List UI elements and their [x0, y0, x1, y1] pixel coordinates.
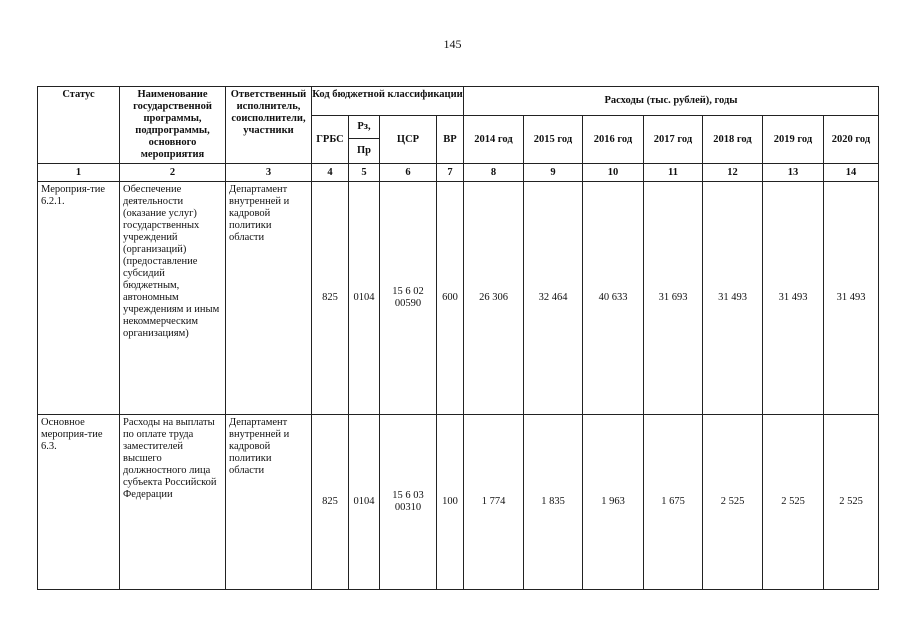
column-number: 8	[464, 164, 524, 182]
column-number: 7	[437, 164, 464, 182]
row-value-2020: 2 525	[824, 415, 879, 590]
table-row	[38, 415, 879, 590]
row-name: Обеспечение деятельности (оказание услуг) государственных учреждений (организаций) (предоставление субсидий бюджетным, автономным учреждениям и иным некоммерческим организациям)	[120, 182, 226, 415]
row-value-2014: 26 306	[464, 182, 524, 415]
row-value-2014: 1 774	[464, 415, 524, 590]
row-vr: 100	[437, 415, 464, 590]
row-executor: Департамент внутренней и кадровой политики области	[226, 415, 312, 590]
column-number: 2	[120, 164, 226, 182]
column-number: 14	[824, 164, 879, 182]
header-year-2019: 2019 год	[763, 116, 824, 164]
column-number: 1	[38, 164, 120, 182]
row-value-2019: 31 493	[763, 182, 824, 415]
row-value-2017: 31 693	[644, 182, 703, 415]
row-executor: Департамент внутренней и кадровой политики области	[226, 182, 312, 415]
row-csr	[380, 182, 437, 415]
column-number: 11	[644, 164, 703, 182]
header-executor: Ответственный исполнитель, соисполнители, участники	[226, 87, 312, 164]
row-csr-line2: 00310	[394, 502, 422, 513]
header-year-2018: 2018 год	[703, 116, 763, 164]
row-status: Мероприя-тие 6.2.1.	[38, 182, 120, 415]
row-grbs: 825	[312, 182, 349, 415]
header-year-2017: 2017 год	[644, 116, 703, 164]
header-year-2016: 2016 год	[583, 116, 644, 164]
row-csr-line1: 15 6 02	[392, 286, 424, 297]
row-csr-line2: 00590	[394, 298, 422, 309]
row-value-2018: 31 493	[703, 182, 763, 415]
row-vr: 600	[437, 182, 464, 415]
header-csr: ЦСР	[380, 116, 437, 164]
budget-table	[37, 86, 879, 590]
row-rzpr: 0104	[349, 182, 380, 415]
table-row	[38, 182, 879, 415]
column-number: 9	[524, 164, 583, 182]
row-value-2020: 31 493	[824, 182, 879, 415]
page-number: 145	[443, 37, 462, 51]
header-status: Статус	[38, 87, 120, 164]
header-year-2015: 2015 год	[524, 116, 583, 164]
row-value-2015: 32 464	[524, 182, 583, 415]
row-csr-line1: 15 6 03	[392, 490, 424, 501]
header-vr: ВР	[437, 116, 464, 164]
row-rzpr: 0104	[349, 415, 380, 590]
row-name: Расходы на выплаты по оплате труда заместителей высшего должностного лица субъекта Российской Федерации	[120, 415, 226, 590]
column-number: 3	[226, 164, 312, 182]
column-number: 12	[703, 164, 763, 182]
header-pr: Пр	[349, 139, 380, 164]
header-year-2014: 2014 год	[464, 116, 524, 164]
row-csr	[380, 415, 437, 590]
row-value-2017: 1 675	[644, 415, 703, 590]
column-number: 4	[312, 164, 349, 182]
row-grbs: 825	[312, 415, 349, 590]
row-value-2016: 1 963	[583, 415, 644, 590]
row-status: Основное мероприя-тие 6.3.	[38, 415, 120, 590]
column-number: 6	[380, 164, 437, 182]
header-year-2020: 2020 год	[824, 116, 879, 164]
row-value-2018: 2 525	[703, 415, 763, 590]
column-number: 13	[763, 164, 824, 182]
column-number-row	[38, 164, 879, 182]
header-grbs: ГРБС	[312, 116, 349, 164]
column-number: 10	[583, 164, 644, 182]
row-value-2016: 40 633	[583, 182, 644, 415]
header-rz: Рз,	[349, 116, 380, 139]
row-value-2015: 1 835	[524, 415, 583, 590]
header-name: Наименование государственной программы, подпрограммы, основного мероприятия	[120, 87, 226, 164]
row-value-2019: 2 525	[763, 415, 824, 590]
header-budget-code: Код бюджетной классификации	[312, 87, 464, 116]
header-expenses: Расходы (тыс. рублей), годы	[464, 87, 879, 116]
column-number: 5	[349, 164, 380, 182]
